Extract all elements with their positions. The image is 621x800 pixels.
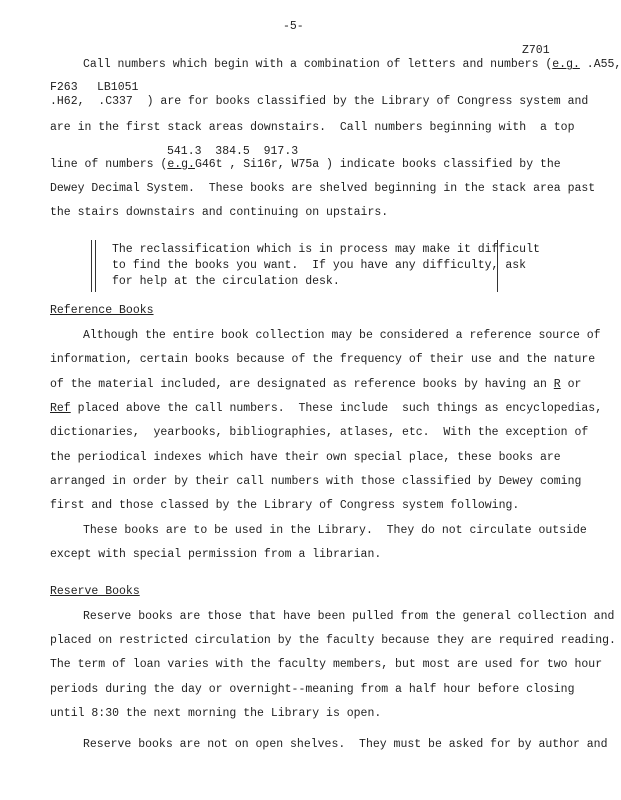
ref-designation: Ref xyxy=(50,402,71,415)
note-box-line2: to find the books you want. If you have any difficulty, ask xyxy=(112,259,527,272)
para1-line1: Call numbers which begin with a combination of letters and numbers (e.g. .A55, xyxy=(83,58,621,71)
reference-line10: except with special permission from a librarian. xyxy=(50,548,382,561)
para1-line4: line of numbers (e.g.G46t , Si16r, W75a ) indicate books classified by the xyxy=(50,158,561,171)
reserve-line4: periods during the day or overnight--meaning from a half hour before closing xyxy=(50,683,575,696)
reserve-line3: The term of loan varies with the faculty members, but most are used for two hour xyxy=(50,658,603,671)
para1-line5: Dewey Decimal System. These books are shelved beginning in the stack area past xyxy=(50,182,596,195)
para1-line3: are in the first stack areas downstairs. Call numbers beginning with a top xyxy=(50,121,575,134)
eg-abbrev: e.g. xyxy=(167,158,195,171)
para1-line2: .H62, .C337 ) are for books classified by the Library of Congress system and xyxy=(50,95,589,108)
reserve-line6: Reserve books are not on open shelves. They must be asked for by author and xyxy=(83,738,608,751)
eg-abbrev: e.g. xyxy=(552,58,580,71)
note-box-left-rule xyxy=(91,240,92,292)
reserve-books-heading: Reserve Books xyxy=(50,585,140,598)
reference-line9: These books are to be used in the Library. They do not circulate outside xyxy=(83,524,587,537)
call-number-f263: F263 xyxy=(50,81,78,94)
reserve-line2: placed on restricted circulation by the faculty because they are required reading. xyxy=(50,634,616,647)
reference-books-heading: Reference Books xyxy=(50,304,154,317)
call-number-lb1051: LB1051 xyxy=(97,81,139,94)
page-number: -5- xyxy=(283,20,304,33)
reference-line6: the periodical indexes which have their own special place, these books are xyxy=(50,451,561,464)
reference-line2: information, certain books because of the frequency of their use and the nature xyxy=(50,353,596,366)
note-box-line1: The reclassification which is in process may make it difficult xyxy=(112,243,540,256)
note-box-left-rule-inner xyxy=(95,240,96,292)
reference-line7: arranged in order by their call numbers with those classified by Dewey coming xyxy=(50,475,582,488)
reference-line3: of the material included, are designated as reference books by having an R or xyxy=(50,378,582,391)
reference-line4: Ref placed above the call numbers. These include such things as encyclopedias, xyxy=(50,402,603,415)
reference-line1: Although the entire book collection may be considered a reference source of xyxy=(83,329,601,342)
r-designation: R xyxy=(553,378,561,391)
para1-line6: the stairs downstairs and continuing on upstairs. xyxy=(50,206,389,219)
reference-line5: dictionaries, yearbooks, bibliographies, atlases, etc. With the exception of xyxy=(50,426,589,439)
dewey-numbers: 541.3 384.5 917.3 xyxy=(167,145,299,158)
note-box-line3: for help at the circulation desk. xyxy=(112,275,340,288)
reference-line8: first and those classed by the Library of Congress system following. xyxy=(50,499,520,512)
reserve-line1: Reserve books are those that have been pulled from the general collection and xyxy=(83,610,615,623)
call-number-z701: Z701 xyxy=(522,44,550,57)
reserve-line5: until 8:30 the next morning the Library is open. xyxy=(50,707,382,720)
